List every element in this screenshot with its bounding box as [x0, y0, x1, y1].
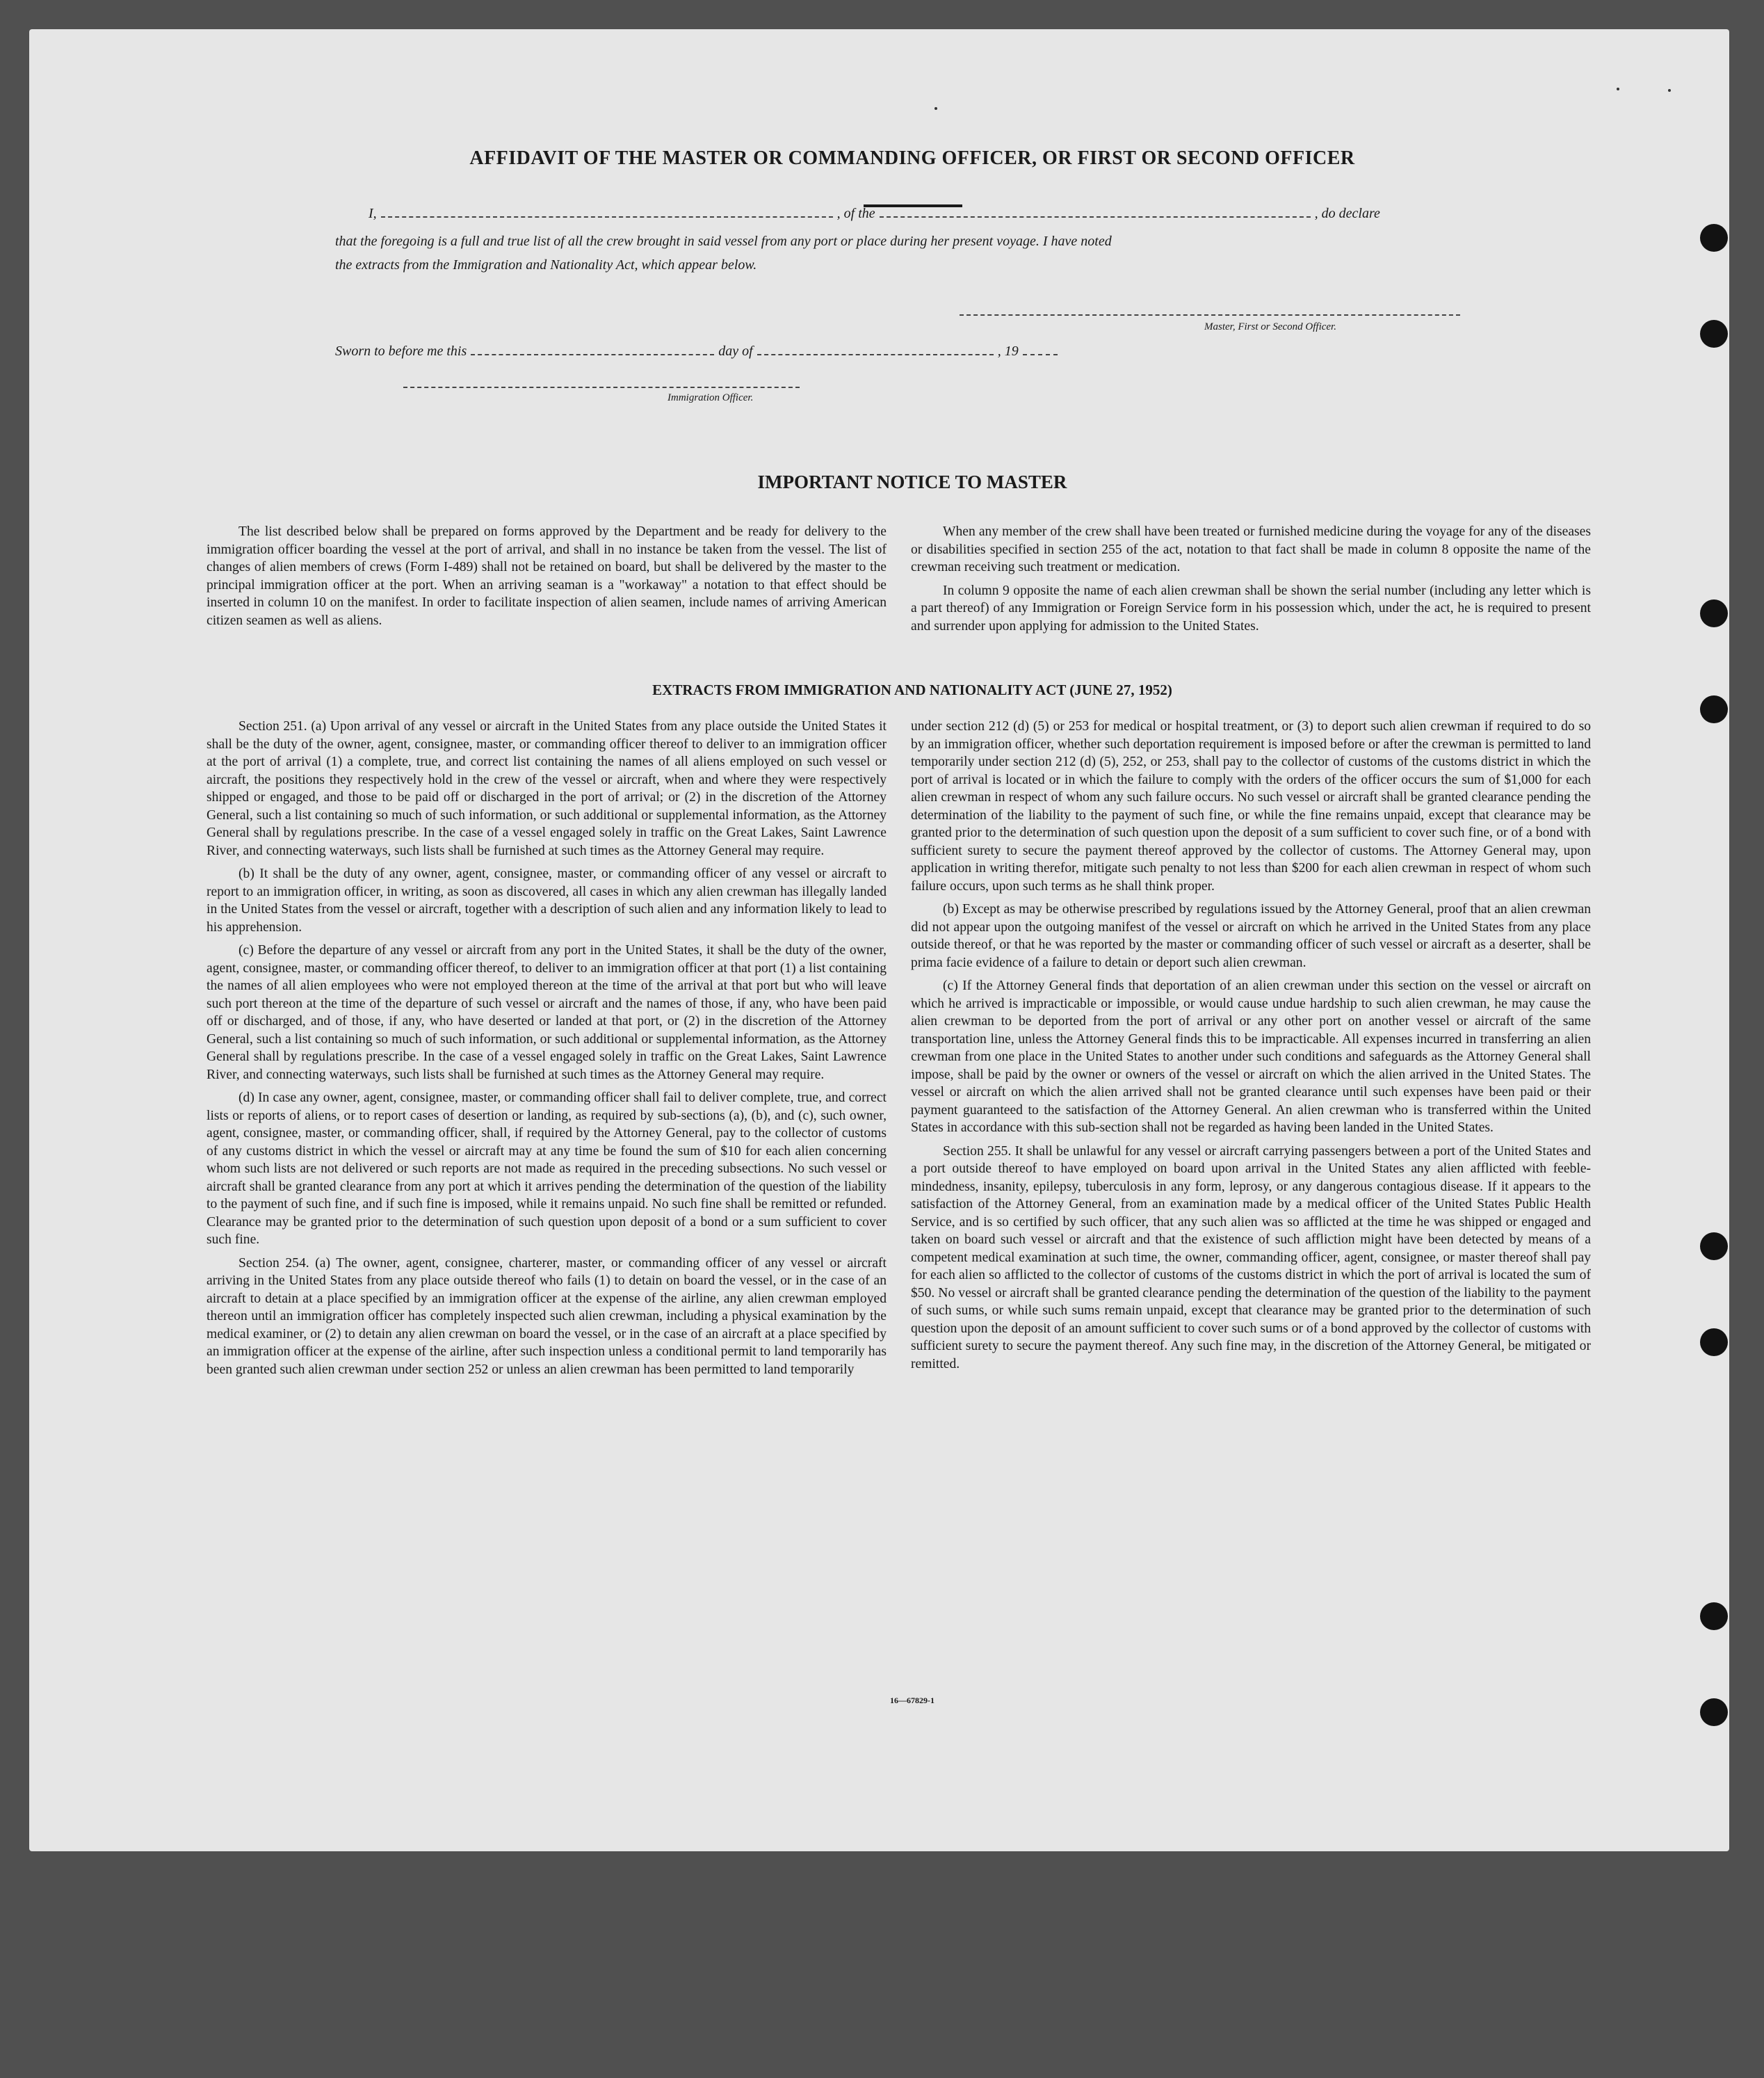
- extracts-right-column: [911, 718, 1591, 1378]
- section-254a-continued: under section 212 (d) (5) or 253 for medical or hospital treatment, or (3) to deport such alien crewman if required to do so by an immigration officer, whether such deportation requirement is imposed before or after the crewman is permitted to land temporarily under section 212 (d) (5), 252, or 253, shall pay to the collector of customs of the customs district in which the port of arrival is located or in which the failure to comply with the orders of the officer occurs the sum of $1,000 for each alien crewman in respect of whom any such failure occurs. No such vessel or aircraft shall be granted clearance pending the determination of the liability to the payment of such fine, or while the fine remains unpaid, except that clearance may be granted prior to the determination of such question upon the deposit of a sum sufficient to cover such fine, or of a bond with sufficient surety to secure the payment thereof approved by the collector of customs. The Attorney General may, upon application in writing therefor, mitigate such penalty to not less than $200 for each alien crewman in respect of whom such failure occurs, upon such terms as he shall think proper.: [911, 719, 1591, 894]
- officer-signature-line[interactable]: [403, 387, 800, 388]
- punch-hole-icon: [1700, 695, 1728, 723]
- punch-hole-icon: [1700, 1602, 1728, 1630]
- punch-hole-icon: [1700, 599, 1728, 627]
- declaration-of-the: , of the: [836, 206, 875, 221]
- speck: [934, 107, 937, 110]
- punch-hole-icon: [1700, 1232, 1728, 1260]
- notice-left-column: [207, 523, 887, 635]
- notice-right-column: [911, 523, 1591, 635]
- master-name-field[interactable]: [381, 216, 833, 218]
- sworn-text: Sworn to before me this: [335, 344, 467, 359]
- sworn-line: [335, 344, 1170, 360]
- section-254b: (b) Except as may be otherwise prescribed by regulations issued by the Attorney General, proof that an alien crewman did not appear upon the outgoing manifest of the vessel or aircraft on which he arrived in the United States from any place outside thereof, or that he was reported by the master or commanding officer of such vessel or aircraft as a deserter, shall be prima facie evidence of a failure to detain or deport such alien crewman.: [911, 902, 1591, 970]
- speck: [1617, 88, 1619, 90]
- notice-heading: IMPORTANT NOTICE TO MASTER: [757, 472, 1067, 492]
- affidavit-title: AFFIDAVIT OF THE MASTER OR COMMANDING OFFICER, OR FIRST OR SECOND OFFICER: [469, 147, 1355, 169]
- sworn-year-prefix: , 19: [997, 344, 1019, 359]
- section-254c: (c) If the Attorney General finds that deportation of an alien crewman under this section on the vessel or aircraft on which he arrived is impracticable or impossible, or would cause undue hardship to such alien crewman, he may cause the alien crewman to be deported from the port of arrival or any other port on another vessel or aircraft of the same transportation line, unless the Attorney General finds this to be impracticable. All expenses incurred in transferring an alien crewman from one place in the United States to another under such conditions and safeguards as the Attorney General shall impose, shall be paid by the owner or owners of the vessel or aircraft on which the alien arrived in the United States. The vessel or aircraft on which the alien arrived shall not be granted clearance until such expenses have been paid or their payment guaranteed to the satisfaction of the Attorney General. An alien crewman who is transferred within the United States in accordance with this sub-section shall not be regarded as having been landed in the United States.: [911, 978, 1591, 1135]
- declaration-i: I,: [369, 206, 377, 221]
- notice-right-paragraph-1: When any member of the crew shall have been treated or furnished medicine during the voyage for any of the diseases or disabilities specified in section 255 of the act, notation to that fact shall be made in column 8 opposite the name of the crewman receiving such treatment or medication.: [911, 524, 1591, 574]
- sworn-year-field[interactable]: [1023, 354, 1058, 355]
- punch-hole-icon: [1700, 1698, 1728, 1726]
- punch-hole-icon: [1700, 224, 1728, 252]
- notice-left-paragraph: The list described below shall be prepared on forms approved by the Department and be ready for delivery to the immigration officer boarding the vessel at the port of arrival, and shall in no instance be taken from the vessel. The list of changes of alien members of crews (Form I-489) shall not be retained on board, but shall be delivered by the master to the principal immigration officer at the port. When an arriving seaman is a "workaway" a notation to that effect should be inserted in column 10 on the manifest. In order to facilitate inspection of alien seamen, include names of arriving American citizen seamen as well as aliens.: [207, 524, 887, 628]
- notice-right-paragraph-2: In column 9 opposite the name of each alien crewman shall be shown the serial number (including any letter which is a part thereof) of any Immigration or Foreign Service form in his possession which, under the act, he is required to present and surrender upon applying for admission to the United States.: [911, 583, 1591, 634]
- vessel-name-field[interactable]: [880, 216, 1311, 218]
- declaration-do-declare: , do declare: [1314, 206, 1380, 221]
- sworn-day-field[interactable]: [471, 354, 714, 355]
- extracts-left-column: [207, 718, 887, 1384]
- section-251b: (b) It shall be the duty of any owner, agent, consignee, master, or commanding officer of any vessel or aircraft to report to an immigration officer, in writing, as soon as discovered, all cases in which any alien crewman has illegally landed in the United States from the vessel or aircraft, together with a description of such alien and any information likely to lead to his apprehension.: [207, 867, 887, 935]
- section-251a: Section 251. (a) Upon arrival of any vessel or aircraft in the United States from any place outside the United States it shall be the duty of the owner, agent, consignee, master, or commanding officer thereof to deliver to an immigration officer at the port of arrival (1) a complete, true, and correct list containing the names of all aliens employed on such vessel or aircraft, the positions they respectively hold in the crew of the vessel or aircraft, when and where they were respectively shipped or engaged, and those to be paid off or discharged in the port of arrival; or (2) in the discretion of the Attorney General, such a list containing so much of such information, or such additional or supplemental information, as the Attorney General shall by regulations prescribe. In the case of a vessel engaged solely in traffic on the Great Lakes, Saint Lawrence River, and connecting waterways, such lists shall be furnished at such times as the Attorney General may require.: [207, 719, 887, 858]
- declaration-line-2: that the foregoing is a full and true list of all the crew brought in said vessel from any port or place during her present voyage. I have noted: [335, 234, 1112, 249]
- section-251d: (d) In case any owner, agent, consignee, master, or commanding officer shall fail to deliver complete, true, and correct lists or reports of aliens, or to report cases of desertion or landing, as required by sub-sections (a), (b), and (c), such owner, agent, consignee, master, or commanding officer, shall, if required by the Attorney General, pay to the collector of customs of any customs district in which the vessel or aircraft may at any time be found the sum of $10 for each alien concerning whom such lists are not delivered or such reports are not made as required in the preceding subsections. No such vessel or aircraft shall be granted clearance from any port at which it arrives pending the determination of the question of the liability to the payment of such fine, and if such fine is imposed, while it remains unpaid. No such fine shall be remitted or refunded. Clearance may be granted prior to the determination of such question upon deposit of a bond or a sum sufficient to cover such fine.: [207, 1090, 887, 1247]
- extracts-heading: EXTRACTS FROM IMMIGRATION AND NATIONALITY ACT (JUNE 27, 1952): [652, 682, 1172, 698]
- speck: [1668, 89, 1671, 92]
- sworn-day-of: day of: [718, 344, 753, 359]
- officer-signature-label: Immigration Officer.: [667, 392, 754, 403]
- punch-hole-icon: [1700, 1328, 1728, 1356]
- master-signature-line[interactable]: [960, 314, 1460, 316]
- form-code: 16—67829-1: [890, 1696, 934, 1705]
- declaration-line-1: [369, 206, 1481, 222]
- form-page: [29, 29, 1729, 1851]
- declaration-line-3: the extracts from the Immigration and Nationality Act, which appear below.: [335, 257, 757, 273]
- punch-hole-icon: [1700, 320, 1728, 348]
- master-signature-label: Master, First or Second Officer.: [1204, 321, 1336, 332]
- section-254a: Section 254. (a) The owner, agent, consignee, charterer, master, or commanding officer of any vessel or aircraft arriving in the United States from any place outside thereof who fails (1) to detain on board the vessel, or in the case of an aircraft to detain at a place specified by an immigration officer at the expense of the airline, any alien crewman employed thereon until an immigration officer has completely inspected such alien crewman, including a physical examination by the medical examiner, or (2) to detain any alien crewman on board the vessel, or in the case of an aircraft at a place specified by an immigration officer at the expense of the airline, after such inspection unless a conditional permit to land temporarily has been granted such alien crewman under section 252 or unless an alien crewman has been permitted to land temporarily: [207, 1255, 887, 1377]
- section-255: Section 255. It shall be unlawful for any vessel or aircraft carrying passengers between a port of the United States and a port outside thereof to have employed on board upon arrival in the United States any alien afflicted with feeble-mindedness, insanity, epilepsy, tuberculosis in any form, leprosy, or any dangerous contagious disease. If it appears to the satisfaction of the Attorney General, from an examination made by a medical officer of the United States Public Health Service, and is so certified by such officer, that any such alien was so afflicted at the time he was shipped or engaged and taken on board such vessel or aircraft and that the existence of such affliction might have been detected by means of a competent medical examination at such time, the owner, commanding officer, agent, consignee, or master thereof shall pay for each alien so afflicted to the collector of customs of the customs district in which the port of arrival is located the sum of $50. No vessel or aircraft shall be granted clearance pending the determination of the question of the liability to the payment of such sums, or while such sums remain unpaid, except that clearance may be granted prior to the determination of such question upon the deposit of an amount sufficient to cover such sums or of a bond approved by the collector of customs with sufficient surety to secure the payment thereof. Any such fine may, in the discretion of the Attorney General, be mitigated or remitted.: [911, 1143, 1591, 1371]
- sworn-month-field[interactable]: [757, 354, 994, 355]
- section-251c: (c) Before the departure of any vessel or aircraft from any port in the United States, it shall be the duty of the owner, agent, consignee, master, or commanding officer thereof, to deliver to an immigration officer at that port (1) a list containing the names of all alien employees who were not employed thereon at the time of the arrival at that port but who will leave such port thereon at the time of the departure of such vessel or aircraft and the names of those, if any, who have been paid off or discharged, and of those, if any, who have deserted or landed at that port, or (2) in the discretion of the Attorney General, such a list containing so much of such information, or such additional or supplemental information, as the Attorney General shall by regulations prescribe. In the case of a vessel engaged solely in traffic on the Great Lakes, Saint Lawrence River, and connecting waterways, such lists shall be furnished at such times as the Attorney General may require.: [207, 943, 887, 1082]
